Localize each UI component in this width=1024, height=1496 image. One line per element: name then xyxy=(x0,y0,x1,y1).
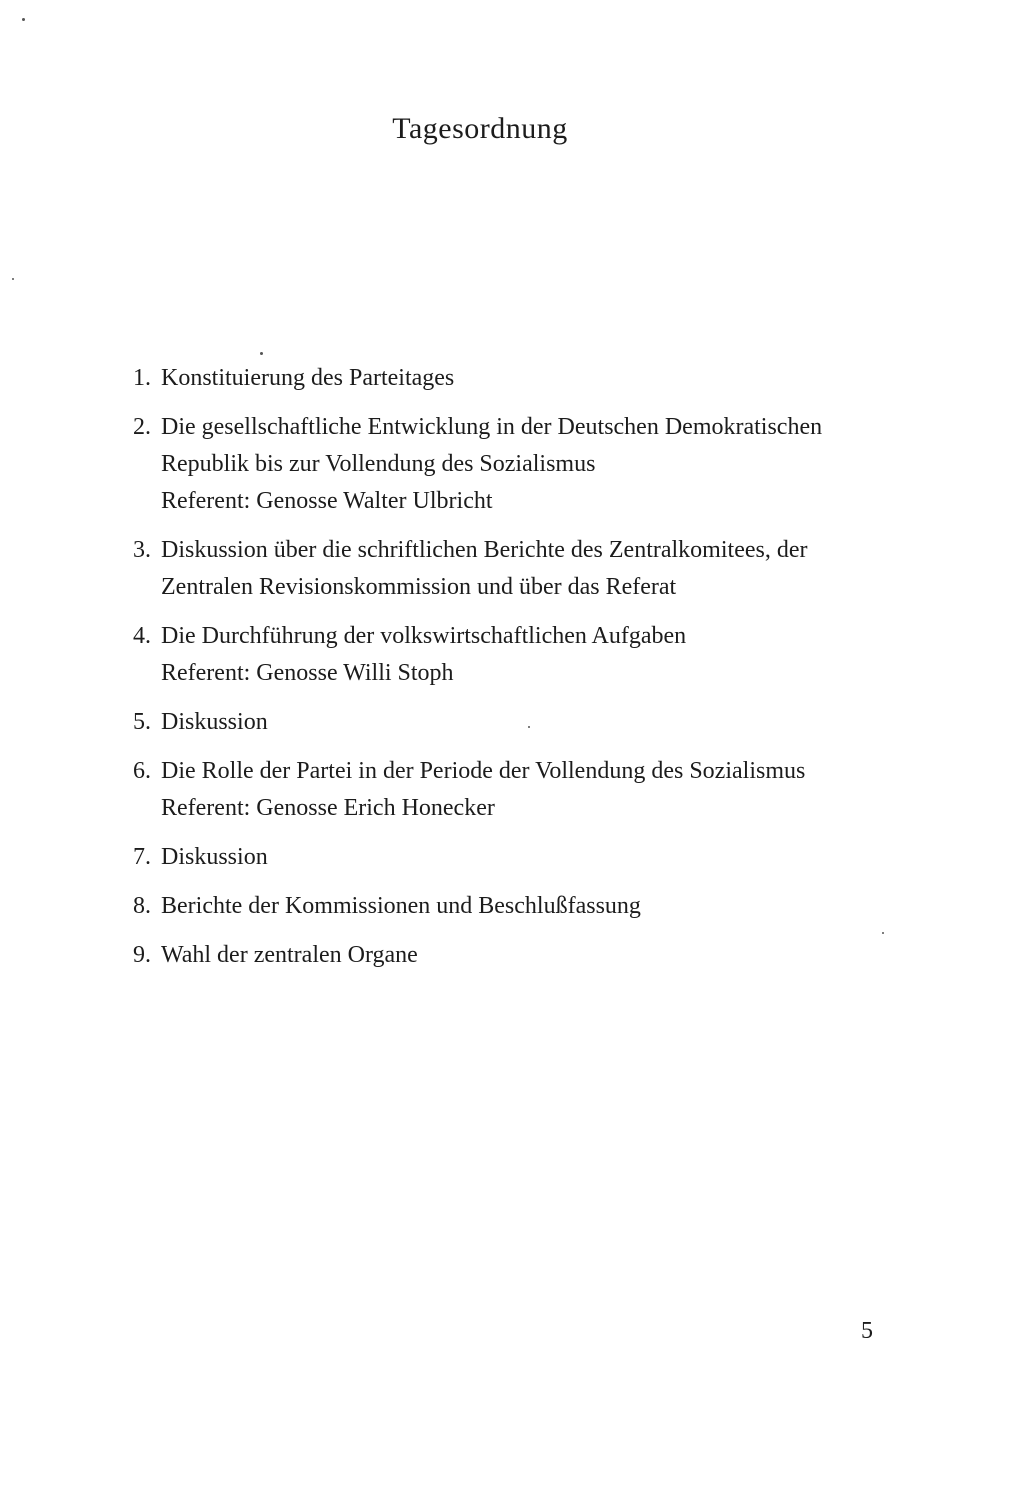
agenda-item-number: 4. xyxy=(133,623,151,649)
agenda-item-body xyxy=(161,937,833,974)
agenda-item-text: Wahl der zentralen Organe xyxy=(161,942,418,968)
agenda-item-number: 5. xyxy=(133,709,151,735)
page-title: Tagesordnung xyxy=(392,112,568,145)
agenda-list xyxy=(133,360,833,986)
agenda-item-body xyxy=(161,360,833,397)
agenda-item-body xyxy=(161,753,833,827)
agenda-item-1 xyxy=(133,360,833,397)
agenda-item-referent: Referent: Genosse Walter Ulbricht xyxy=(161,488,493,514)
agenda-item-body xyxy=(161,704,833,741)
agenda-item-7 xyxy=(133,839,833,876)
agenda-item-body xyxy=(161,532,833,606)
agenda-item-3 xyxy=(133,532,833,606)
page-number: 5 xyxy=(861,1318,873,1344)
agenda-item-referent: Referent: Genosse Willi Stoph xyxy=(161,660,454,686)
agenda-item-text: Berichte der Kommissionen und Beschlußfassung xyxy=(161,893,641,919)
print-speck xyxy=(22,18,25,21)
agenda-item-text: Die Rolle der Partei in der Periode der Vollendung des Sozialismus xyxy=(161,758,806,784)
agenda-item-referent: Referent: Genosse Erich Honecker xyxy=(161,795,495,821)
agenda-item-text: Diskussion xyxy=(161,709,268,735)
agenda-item-number: 2. xyxy=(133,414,151,440)
agenda-item-9 xyxy=(133,937,833,974)
print-speck xyxy=(260,352,263,355)
agenda-item-4 xyxy=(133,618,833,692)
agenda-item-body xyxy=(161,839,833,876)
agenda-item-2 xyxy=(133,409,833,520)
agenda-item-text: Diskussion xyxy=(161,844,268,870)
agenda-item-6 xyxy=(133,753,833,827)
print-speck xyxy=(528,726,530,728)
agenda-item-body xyxy=(161,618,833,692)
agenda-item-number: 6. xyxy=(133,758,151,784)
agenda-item-number: 8. xyxy=(133,893,151,919)
print-speck xyxy=(882,932,884,934)
agenda-item-body xyxy=(161,888,833,925)
agenda-item-text: Diskussion über die schriftlichen Berichte des Zentralkomitees, der Zentralen Revisionskommission und über das Referat xyxy=(161,537,808,600)
agenda-item-body xyxy=(161,409,833,520)
agenda-item-8 xyxy=(133,888,833,925)
agenda-item-text: Die Durchführung der volkswirtschaftlichen Aufgaben xyxy=(161,623,687,649)
agenda-item-number: 3. xyxy=(133,537,151,563)
agenda-item-number: 9. xyxy=(133,942,151,968)
agenda-item-text: Die gesellschaftliche Entwicklung in der Deutschen Demokratischen Republik bis zur Vollendung des Sozialismus xyxy=(161,414,823,477)
print-speck xyxy=(12,278,14,280)
agenda-item-text: Konstituierung des Parteitages xyxy=(161,365,455,391)
agenda-item-number: 7. xyxy=(133,844,151,870)
agenda-item-5 xyxy=(133,704,833,741)
agenda-item-number: 1. xyxy=(133,365,151,391)
